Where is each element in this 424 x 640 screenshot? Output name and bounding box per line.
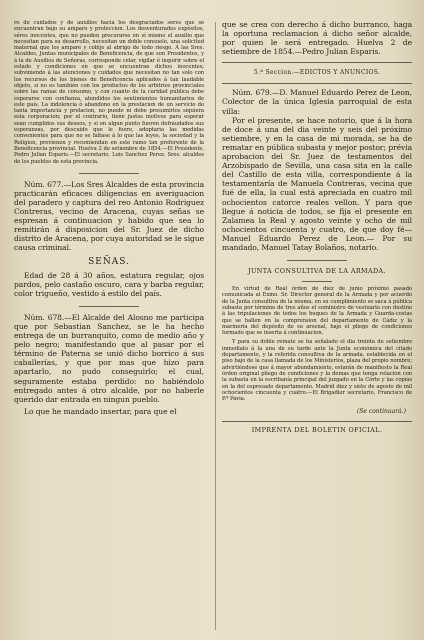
continuara-note: (Se continuará.)	[356, 408, 406, 416]
right-column	[222, 20, 412, 632]
junta-heading: JUNTA CONSULTIVA DE LA ARMADA.	[248, 267, 386, 276]
separator-rule	[302, 281, 332, 282]
beneficencia-circular: ro de cuidados y de auxilios hacia los desgraciados séres que se encuentran bajo su amparo y proteccion. Los desventurados expósitos, séres inocentes, que no pueden procurarse en sí mismo el auxilio que necesitan para su desarrollo, necesitan un doble consuelo, una solicitud maternal que los ampare y cobije al abrigo de todo riesgo. Á las Sres. Alcaldes, Juntas municipales de Beneficencia, de que son Presidentes, y á la de Auxilios de Señoras, corresponde celar, vigilar é inquirir sobre el estado y condiciones en que se encuentran dichos inocentes; subviniendo á las atenciones y cuidados que necesitan no tan solo con los recursos de los bienes de Beneficencia aplicados á tan laudable objeto, si no es también con los productos de los arbitrios provinciales sobre las ramas de consumo, y con cuanto de la caridad pública debe esperarse con confianza, atendidos los sentimientos humanitarios de este país. La indolencia ó abandono en la prestacion de un servicio de tanta importancia y prelacion, no puede ni debe presumirlos siquiera esta corporacion; por el contrario, tiene justos motivos para esperar sean cumplidos sus deseos, y si en algun punto fueren defraudados sus esperanzas, por descuido que le fuere, adoptaria las medidas convenientes para que no se faltase á lo que las leyes, la sociedad y la Religion, previenen y recomiendan en este ramo tan preferente de la Beneficencia provincial. Huelva 2 de setiembre de 1854.—El Presidente, Pedro Julian Esparis.—El secretario, Luis Sanchez Perez. Sres. alcaldes de los pueblos de esta provincia.	[14, 20, 204, 165]
section-rule	[222, 83, 412, 84]
senas-description: Edad de 28 á 30 años, estatura regular, ojos pardos, pelo castaño oscuro, cara y barba regular, color trigueño, vestido á estilo del país.	[14, 270, 204, 298]
printer-imprint: IMPRENTA DEL BOLETIN OFICIAL.	[251, 426, 383, 435]
separator-rule	[79, 306, 139, 307]
footer-rule	[222, 421, 412, 422]
separator-rule	[287, 260, 347, 261]
left-column	[14, 20, 204, 632]
section-heading-edictos: 5.ª Seccion.—EDICTOS Y ANUNCIOS.	[253, 69, 381, 77]
notice-677: Núm. 677.—Los Sres Alcaldes de esta provincia practicarán eficaces diligencias en averiguacion del paradero y captura del reo Antonio Rodriguez Contreras, vecino de Aracena, cuyas señas se espresan á continuacion y habido que sea lo remitirán á disposicion del Sr. Juez de dicho distrito de Aracena, por cuya autoridad se le sigue causa criminal.	[14, 179, 204, 253]
notice-678-closing: Lo que he mandado insertar, para que el	[24, 406, 177, 416]
section-rule	[222, 62, 412, 63]
column-divider	[215, 22, 216, 630]
junta-paragraph-2: Y para su doble remate se ha señalado el dia treinta de setiembre inmediato á la una de su tarde ante la Junta económica del citado departamento, y la referida consultiva de la armada, establecida en el piso bajo de la casa llamada de los Ministerios, plaza del propio nombre; advirtiéndose que á mayor abundamiento, estarán de manifiesto la Real órden original pliego de condiciones y la demas que tenga relacion con la subasta en la escribanía principal del juzgado en la Córte y las copias en la del espresado departamento. Madrid diez y siete de agosto de mil ochocientos cincuenta y cuatro.—El Brigadier secretario, Francisco de P.ª Pavia.	[222, 339, 412, 403]
notice-678: Núm. 678.—El Alcalde del Alosno me participa que por Sebastian Sanchez, se le ha hecho entrega de un burranquito, como de medio año y pelo negro; manifestando que al pasar por el término de Paterna se unió dicho borrico á sus caballerías, y que por mas que hizo para apartarlo, no pudo conseguirlo; el cual, seguramente estaba perdido: no habiéndolo entregado antes á otro alcalde, por no haberle querido dar entrada en ningun pueblo.	[14, 312, 204, 404]
notice-679-header: Núm. 679.—D. Manuel Eduardo Perez de Leon, Colector de la única Iglesia parroquial de esta villa:	[222, 88, 412, 116]
notice-679-body: Por el presente, se hace notorio, que á la hora de doce á una del dia veinte y seis del próximo setiembre, y en la casa de mi morada, se ha de rematar en pública subasta y mejor postor; prévia aprobacion del Sr. Juez de testamentos del Arzobispado de Sevilla, una casa sita en la calle del Castillo de esta villa, correspondiente á la testamentaría de Manuela Contreras, vecina que fué de ella, la cual está apreciada en cuatro mil ochocientos catorce reales vellon. Y para que llegue á noticia de todos, se fija el presente en Zalamea la Real y agosto veinte y ocho de mil ochocientos cincuenta y cuatro, de que doy fé— Manuel Eduardo Perez de Leon.— Por su mandado, Manuel Tatay Bolaños, notario.	[222, 115, 412, 252]
notice-678-continuation: que se crea con derecho á dicho burranco, haga la oportuna reclamacion á dicho señor alcalde, por quien le será entregado. Huelva 2 de setiembre de 1854.—Pedro Julian Esparis.	[222, 20, 412, 57]
senas-heading: SEÑAS.	[88, 256, 130, 267]
separator-rule	[79, 173, 139, 174]
junta-paragraph-1: En virtud de Real órden de diez de junio próximo pasado comunicada al Exmo. Sr. Director general de la Armada y por acuerdo de la Junta consultiva de la misma, en su cumplimiento se saca á pública subasta por término de tres años el suministro de vestuario con destino á las tripulaciones de todos los buques de la Armada y Guarda-costas que se hallen en la comprension del departamento de Cádiz y la marinería del depósito de su arsenal, bajo el pliego de condiciones formado que se inserta á continuacion.	[222, 286, 412, 337]
